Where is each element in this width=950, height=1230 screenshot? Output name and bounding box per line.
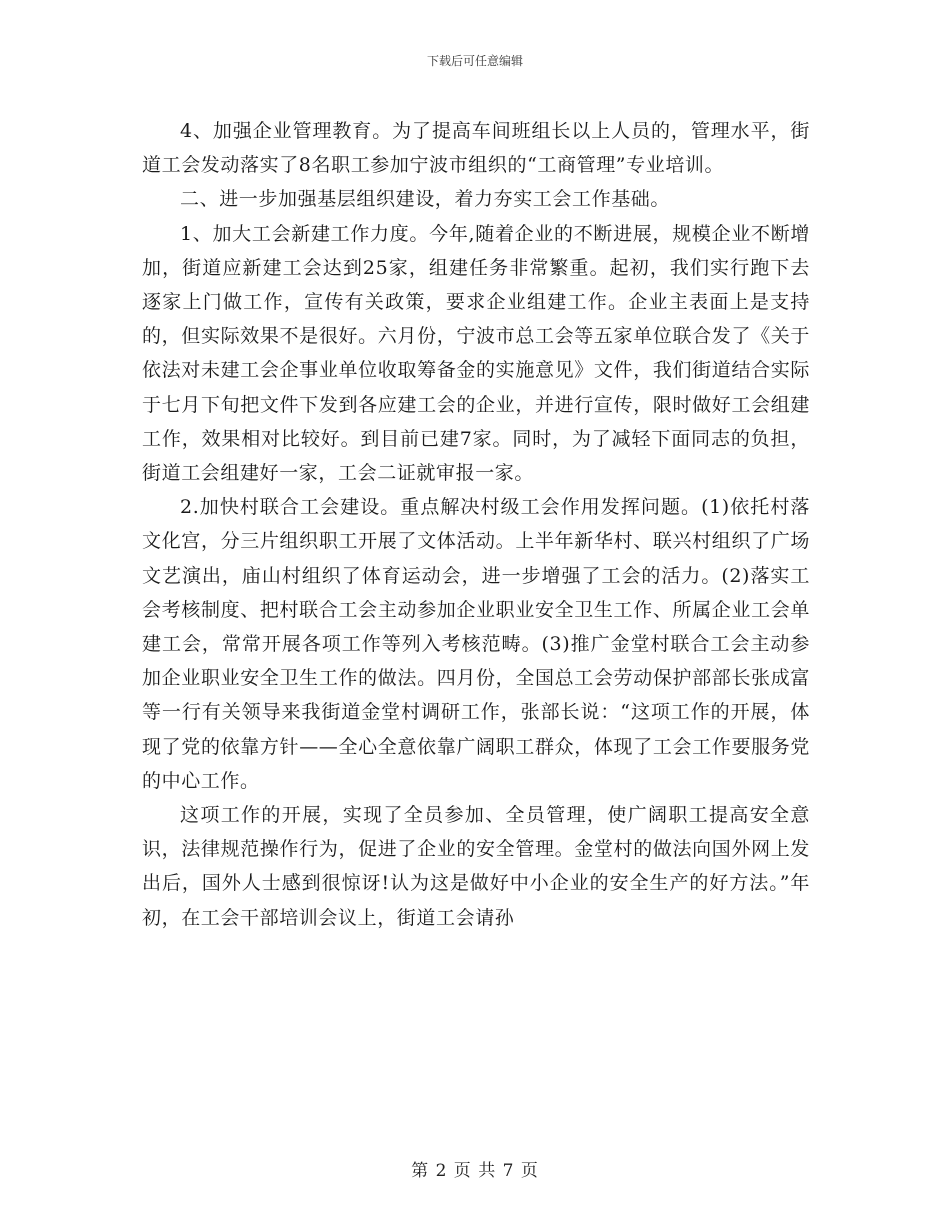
paragraph-section-heading: 二、进一步加强基层组织建设，着力夯实工会工作基础。 <box>180 188 671 211</box>
document-body <box>142 114 810 935</box>
paragraph-safety-management: 这项工作的开展，实现了全员参加、全员管理，使广阔职工提高安全意识，法律规范操作行为，促进了企业的安全管理。金堂村的做法向国外网上发出后，国外人士感到很惊讶!认为这是做好中小企业的安全生产的好方法。”年初，在工会干部培训会议上，街道工会请孙 <box>142 804 810 929</box>
paragraph-management-education: 4、加强企业管理教育。为了提高车间班组长以上人员的，管理水平，街道工会发动落实了8名职工参加宁波市组织的“工商管理”专业培训。 <box>142 120 810 177</box>
page-header: 下载后可任意编辑 <box>426 54 523 68</box>
page-number-footer: 第 2 页 共 7 页 <box>411 1161 539 1181</box>
paragraph-village-unions: 2.加快村联合工会建设。重点解决村级工会作用发挥问题。(1)依托村落文化宫，分三片组织职工开展了文体活动。上半年新华村、联兴村组织了广场文艺演出，庙山村组织了体育运动会，进一步增强了工会的活力。(2)落实工会考核制度、把村联合工会主动参加企业职业安全卫生工作、所属企业工会单建工会，常常开展各项工作等列入考核范畴。(3)推广金堂村联合工会主动参加企业职业安全卫生工作的做法。四月份，全国总工会劳动保护部部长张成富等一行有关领导来我街道金堂村调研工作，张部长说：“这项工作的开展，体现了党的依靠方针——全心全意依靠广阔职工群众，体现了工会工作要服务党的中心工作。 <box>142 496 810 792</box>
paragraph-new-unions: 1、加大工会新建工作力度。今年,随着企业的不断进展，规模企业不断增加，街道应新建工会达到25家，组建任务非常繁重。起初，我们实行跑下去逐家上门做工作，宣传有关政策，要求企业组建工作。企业主表面上是支持的，但实际效果不是很好。六月份，宁波市总工会等五家单位联合发了《关于依法对未建工会企事业单位收取筹备金的实施意见》文件，我们街道结合实际于七月下旬把文件下发到各应建工会的企业，并进行宣传，限时做好工会组建工作，效果相对比较好。到目前已建7家。同时，为了减轻下面同志的负担，街道工会组建好一家，工会二证就审报一家。 <box>142 222 810 485</box>
